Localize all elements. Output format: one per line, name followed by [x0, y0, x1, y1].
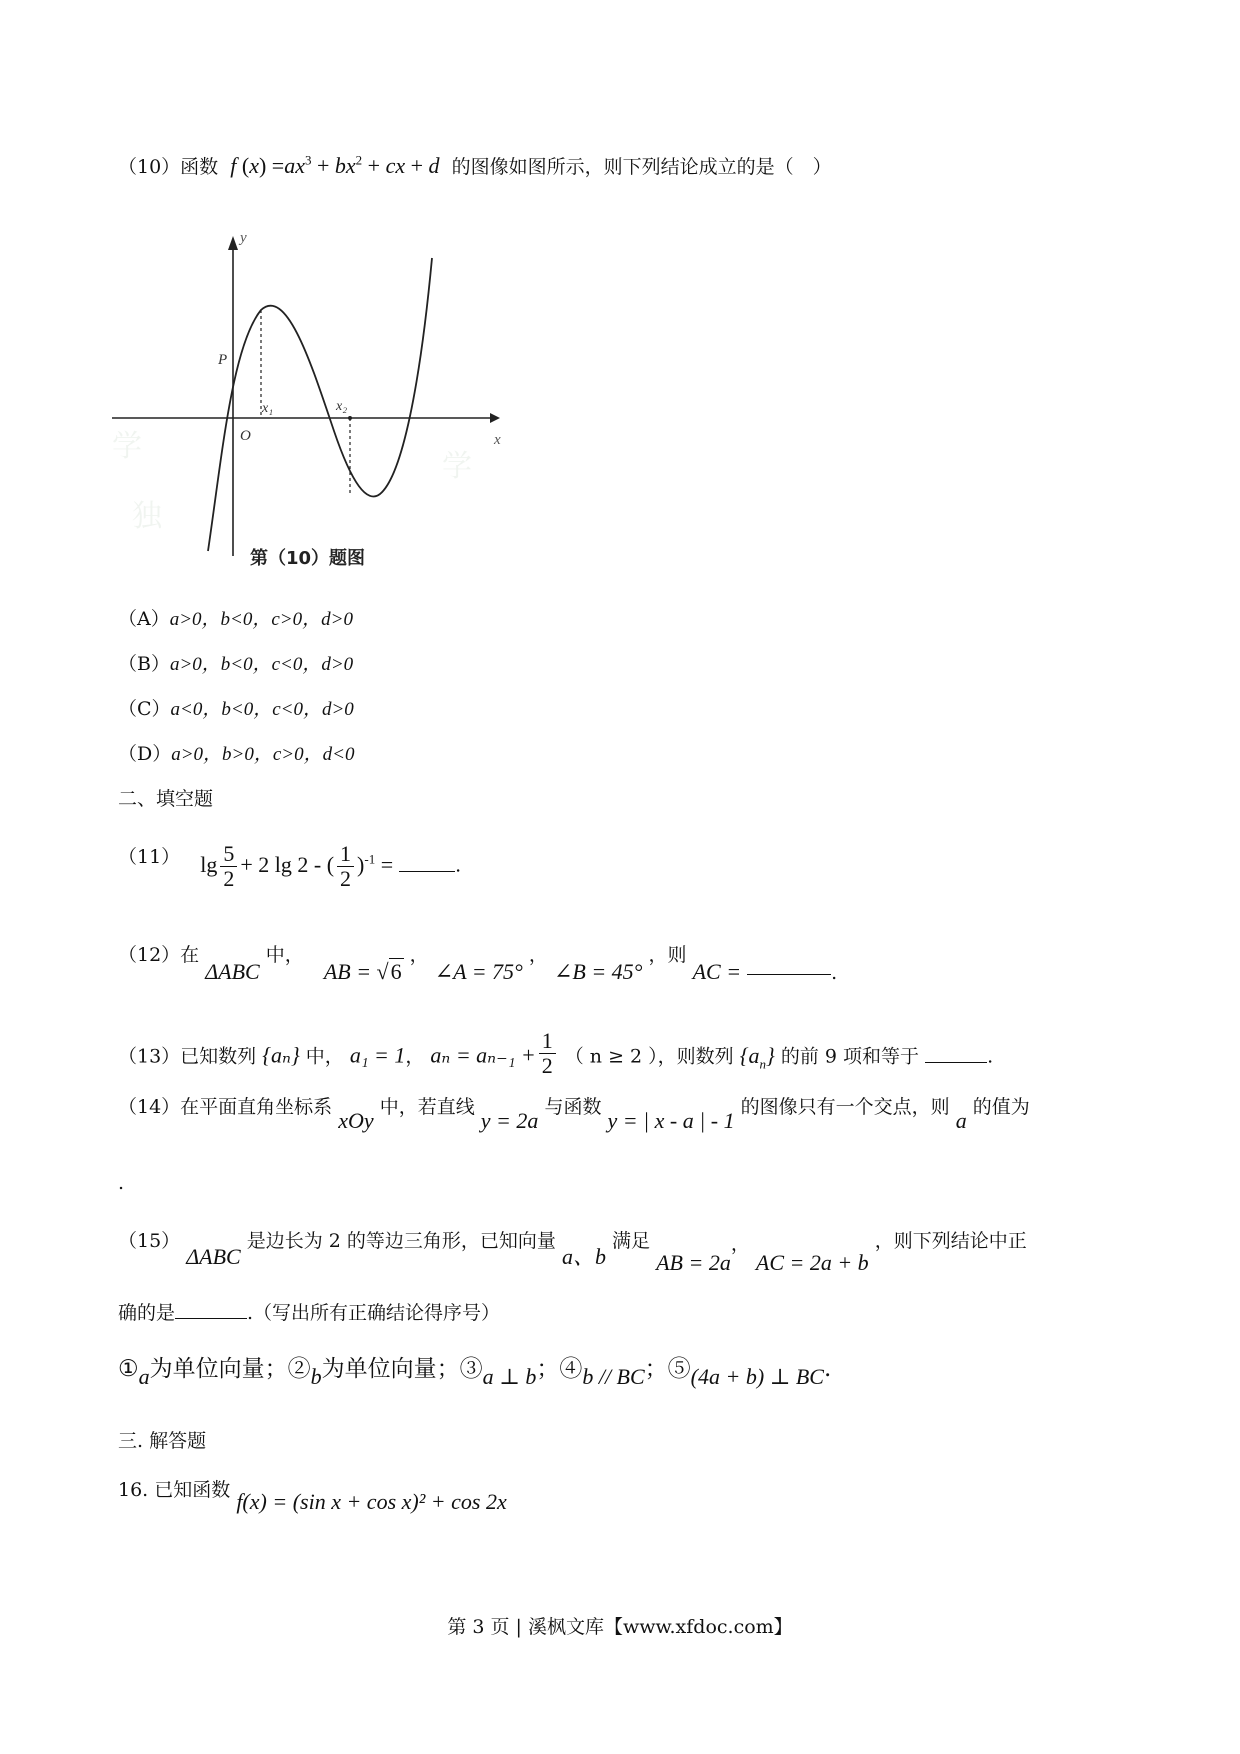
q13-answer-blank[interactable]	[925, 1048, 987, 1063]
q11-answer-blank[interactable]	[399, 857, 455, 872]
q15-line2: 确的是 .（写出所有正确结论得序号）	[118, 1302, 501, 1324]
q14-answer-blank[interactable]: .	[118, 1172, 125, 1194]
q16: 16. 已知函数 f(x) = (sin x + cos x)² + cos 2x	[118, 1479, 507, 1514]
q13: （13）已知数列 {aₙ} 中， a₁ = 1， aₙ = aₙ₋₁ + $\frac{1}{2}$ （ n ≥ 2 ），则数列 $\{a_n\}$ 的前 9 项和等于 .	[118, 1028, 994, 1078]
q12-angle-b: ∠B = 45°	[553, 959, 643, 984]
x-axis-label: x	[494, 432, 501, 448]
q12: （12）在 ΔABC 中， AB = √6 ， ∠A = 75° ， ∠B = 45° ，则 AC = .	[118, 944, 838, 984]
q10-formula: f $(x) =ax^3 + bx^2$ + cx + d	[230, 152, 440, 178]
section3-title: 三. 解答题	[118, 1430, 207, 1452]
q16-formula: f(x) = (sin x + cos x)² + cos 2x	[236, 1489, 507, 1514]
q10-suffix: 的图像如图所示，则下列结论成立的是（ ）	[451, 156, 832, 178]
q15-answer-blank[interactable]	[175, 1304, 247, 1319]
q11: （11） lg $\frac{5}{2}$ + 2 lg 2 - ( $\frac{1}{2}$ )$^{-1}$ = .	[118, 841, 462, 891]
choice-d: （D）a>0，b>0，c>0，d<0	[118, 743, 355, 765]
q12-ab: AB = √6	[323, 959, 402, 984]
q12-triangle: ΔABC	[205, 959, 260, 984]
q10-stem	[118, 152, 832, 179]
p-label: P	[218, 352, 228, 368]
x2-point	[348, 416, 352, 420]
q15-options: ①a为单位向量；②b为单位向量；③a ⊥ b；④b // BC；⑤(4a + b) ⊥ BC.	[118, 1356, 832, 1389]
q12-ac: AC =	[692, 959, 742, 984]
q11-formula: lg $\frac{5}{2}$ + 2 lg 2 - ( $\frac{1}{2}$ )$^{-1}$ =	[200, 841, 394, 891]
page-footer: 第 3 页 | 溪枫文库【www.xfdoc.com】	[447, 1616, 793, 1638]
q12-angle-a: ∠A = 75°	[434, 959, 523, 984]
figure-caption: 第（10）题图	[250, 548, 366, 569]
choice-b: （B）a>0，b<0，c<0，d>0	[118, 653, 354, 675]
origin-label: O	[240, 428, 251, 444]
q10-figure	[112, 226, 542, 581]
choice-a: （A）a>0，b<0，c>0，d>0	[118, 608, 353, 630]
x2-label: x₂	[336, 399, 348, 414]
q15-stem: （15） ΔABC 是边长为 2 的等边三角形，已知向量 a、b 满足 AB = 2a， AC = 2a + b ，则下列结论中正	[118, 1230, 1027, 1275]
q11-label: （11）	[118, 846, 181, 868]
x1-label: x₁	[262, 401, 274, 416]
section2-title: 二、填空题	[118, 788, 214, 810]
choice-c: （C）a<0，b<0，c<0，d>0	[118, 698, 354, 720]
y-axis-label: y	[240, 230, 247, 246]
q14: （14）在平面直角坐标系 xOy 中，若直线 y = 2a 与函数 y = | x - a | - 1 的图像只有一个交点，则 a 的值为	[118, 1096, 1030, 1133]
watermark-2: 独	[132, 499, 162, 534]
watermark-1: 学	[112, 429, 142, 464]
watermark-3: 学	[442, 449, 472, 484]
q12-answer-blank[interactable]	[747, 960, 831, 975]
q10-prefix: （10）函数	[118, 156, 219, 178]
